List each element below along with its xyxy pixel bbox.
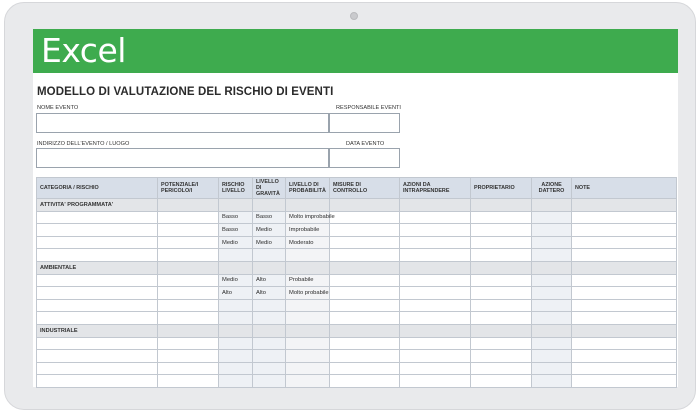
table-cell[interactable]: [471, 375, 532, 388]
column-header[interactable]: AZIONI DA INTRAPRENDERE: [400, 178, 471, 199]
table-row: [37, 299, 677, 312]
table-cell[interactable]: [158, 312, 219, 325]
table-cell[interactable]: [158, 350, 219, 363]
section-cell[interactable]: [253, 324, 286, 337]
table-cell[interactable]: [253, 350, 286, 363]
table-cell[interactable]: [532, 249, 572, 262]
table-cell[interactable]: [37, 299, 158, 312]
column-header[interactable]: MISURE DI CONTROLLO: [330, 178, 400, 199]
section-cell[interactable]: [219, 261, 253, 274]
table-cell[interactable]: [572, 287, 677, 300]
table-cell[interactable]: Alto: [253, 287, 286, 300]
section-label[interactable]: AMBIENTALE: [37, 261, 158, 274]
table-cell[interactable]: [37, 362, 158, 375]
table-cell[interactable]: [330, 362, 400, 375]
column-header[interactable]: LIVELLO DI PROBABILITÀ: [286, 178, 330, 199]
table-cell[interactable]: Medio: [219, 274, 253, 287]
table-cell[interactable]: [572, 224, 677, 237]
app-title: Excel: [41, 31, 126, 70]
column-header[interactable]: CATEGORIA / RISCHIO: [37, 178, 158, 199]
section-cell[interactable]: [286, 199, 330, 212]
table-row: [37, 362, 677, 375]
table-cell[interactable]: [330, 236, 400, 249]
table-cell[interactable]: [330, 211, 400, 224]
table-cell[interactable]: [532, 362, 572, 375]
table-cell[interactable]: [572, 362, 677, 375]
section-cell[interactable]: [286, 261, 330, 274]
section-row: [37, 324, 677, 337]
table-cell[interactable]: [400, 274, 471, 287]
date-field[interactable]: [329, 148, 400, 168]
section-cell[interactable]: [532, 199, 572, 212]
spreadsheet-screen: [33, 29, 678, 387]
table-cell[interactable]: [532, 274, 572, 287]
section-cell[interactable]: [158, 261, 219, 274]
table-cell[interactable]: [330, 350, 400, 363]
table-cell[interactable]: [572, 236, 677, 249]
table-cell[interactable]: [532, 236, 572, 249]
table-cell[interactable]: [532, 211, 572, 224]
section-cell[interactable]: [219, 324, 253, 337]
section-cell[interactable]: [400, 324, 471, 337]
table-cell[interactable]: [286, 375, 330, 388]
table-cell[interactable]: [400, 249, 471, 262]
column-header[interactable]: POTENZIALE/I PERICOLO/I: [158, 178, 219, 199]
table-cell[interactable]: [471, 312, 532, 325]
table-cell[interactable]: [253, 299, 286, 312]
table-cell[interactable]: Molto probabile: [286, 287, 330, 300]
table-cell[interactable]: Basso: [219, 224, 253, 237]
table-cell[interactable]: [471, 337, 532, 350]
table-cell[interactable]: Medio: [253, 236, 286, 249]
table-cell[interactable]: [330, 375, 400, 388]
event-name-label: NOME EVENTO: [37, 105, 79, 111]
section-cell[interactable]: [286, 324, 330, 337]
table-cell[interactable]: [471, 236, 532, 249]
table-cell[interactable]: [219, 299, 253, 312]
table-cell[interactable]: [158, 337, 219, 350]
table-cell[interactable]: [532, 224, 572, 237]
section-cell[interactable]: [532, 261, 572, 274]
table-cell[interactable]: [471, 224, 532, 237]
table-cell[interactable]: [37, 350, 158, 363]
table-row: [37, 350, 677, 363]
table-cell[interactable]: [400, 362, 471, 375]
table-cell[interactable]: [158, 236, 219, 249]
table-cell[interactable]: [471, 350, 532, 363]
table-cell[interactable]: [532, 312, 572, 325]
section-cell[interactable]: [400, 261, 471, 274]
table-cell[interactable]: Basso: [253, 211, 286, 224]
table-cell[interactable]: [532, 350, 572, 363]
section-cell[interactable]: [330, 199, 400, 212]
table-cell[interactable]: [400, 312, 471, 325]
table-cell[interactable]: Improbabile: [286, 224, 330, 237]
table-cell[interactable]: [37, 211, 158, 224]
table-cell[interactable]: [37, 312, 158, 325]
table-row: [37, 224, 677, 237]
table-cell[interactable]: Alto: [253, 274, 286, 287]
table-row: [37, 287, 677, 300]
table-cell[interactable]: [37, 375, 158, 388]
section-cell[interactable]: [572, 324, 677, 337]
table-cell[interactable]: [219, 337, 253, 350]
section-cell[interactable]: [330, 261, 400, 274]
sheet-title: MODELLO DI VALUTAZIONE DEL RISCHIO DI EVENTI: [37, 86, 334, 98]
section-cell[interactable]: [219, 199, 253, 212]
table-cell[interactable]: [572, 337, 677, 350]
table-cell[interactable]: [37, 249, 158, 262]
table-cell[interactable]: [219, 312, 253, 325]
column-header[interactable]: NOTE: [572, 178, 677, 199]
table-row: [37, 312, 677, 325]
table-cell[interactable]: [471, 299, 532, 312]
table-cell[interactable]: [330, 299, 400, 312]
table-cell[interactable]: [253, 337, 286, 350]
table-cell[interactable]: [253, 312, 286, 325]
table-cell[interactable]: [37, 287, 158, 300]
table-cell[interactable]: [286, 312, 330, 325]
section-cell[interactable]: [253, 261, 286, 274]
table-cell[interactable]: [158, 299, 219, 312]
section-cell[interactable]: [330, 324, 400, 337]
table-cell[interactable]: [330, 337, 400, 350]
date-label: DATA EVENTO: [346, 141, 385, 147]
table-body: [37, 199, 677, 388]
table-cell[interactable]: [253, 362, 286, 375]
table-cell[interactable]: Alto: [219, 287, 253, 300]
table-cell[interactable]: [330, 287, 400, 300]
table-cell[interactable]: [286, 350, 330, 363]
section-cell[interactable]: [158, 324, 219, 337]
column-header[interactable]: AZIONE DATTERO: [532, 178, 572, 199]
app-banner: [33, 29, 678, 73]
table-cell[interactable]: [330, 274, 400, 287]
section-cell[interactable]: [253, 199, 286, 212]
table-cell[interactable]: [572, 299, 677, 312]
table-cell[interactable]: Medio: [253, 224, 286, 237]
table-row: [37, 337, 677, 350]
event-name-field[interactable]: [36, 113, 329, 133]
table-cell[interactable]: Molto improbabile: [286, 211, 330, 224]
table-cell[interactable]: [158, 249, 219, 262]
section-cell[interactable]: [572, 199, 677, 212]
table-cell[interactable]: Moderato: [286, 236, 330, 249]
table-cell[interactable]: [471, 211, 532, 224]
table-cell[interactable]: [37, 224, 158, 237]
column-header[interactable]: PROPRIETARIO: [471, 178, 532, 199]
table-cell[interactable]: [158, 224, 219, 237]
section-row: [37, 199, 677, 212]
risk-table: [36, 177, 677, 388]
table-row: [37, 236, 677, 249]
table-cell[interactable]: Basso: [219, 211, 253, 224]
table-row: [37, 375, 677, 388]
table-cell[interactable]: [572, 375, 677, 388]
table-row: [37, 274, 677, 287]
table-cell[interactable]: [158, 362, 219, 375]
address-field[interactable]: [36, 148, 329, 168]
table-cell[interactable]: [572, 249, 677, 262]
column-header[interactable]: RISCHIO LIVELLO: [219, 178, 253, 199]
table-cell[interactable]: [219, 249, 253, 262]
table-cell[interactable]: [400, 224, 471, 237]
table-cell[interactable]: [471, 249, 532, 262]
table-row: [37, 249, 677, 262]
table-cell[interactable]: [572, 312, 677, 325]
table-header: [37, 178, 677, 199]
section-cell[interactable]: [471, 199, 532, 212]
table-cell[interactable]: [330, 249, 400, 262]
table-cell[interactable]: [400, 375, 471, 388]
table-cell[interactable]: [219, 350, 253, 363]
table-cell[interactable]: Probabile: [286, 274, 330, 287]
table-cell[interactable]: [286, 299, 330, 312]
tablet-frame: [4, 2, 696, 410]
table-cell[interactable]: [400, 236, 471, 249]
camera-icon: [350, 12, 358, 20]
table-cell[interactable]: [219, 362, 253, 375]
table-cell[interactable]: [286, 362, 330, 375]
table-cell[interactable]: [532, 299, 572, 312]
table-cell[interactable]: [532, 337, 572, 350]
table-cell[interactable]: [572, 274, 677, 287]
section-label[interactable]: INDUSTRIALE: [37, 324, 158, 337]
section-cell[interactable]: [471, 324, 532, 337]
table-cell[interactable]: [400, 350, 471, 363]
section-cell[interactable]: [572, 261, 677, 274]
column-header[interactable]: LIVELLO DI GRAVITÀ: [253, 178, 286, 199]
table-cell[interactable]: [158, 287, 219, 300]
table-cell[interactable]: [532, 375, 572, 388]
table-cell[interactable]: [253, 375, 286, 388]
table-cell[interactable]: [37, 236, 158, 249]
address-label: INDIRIZZO DELL'EVENTO / LUOGO: [37, 141, 130, 147]
section-label[interactable]: ATTIVITA' PROGRAMMATA': [37, 199, 158, 212]
table-cell[interactable]: [400, 299, 471, 312]
table-cell[interactable]: [286, 249, 330, 262]
table-cell[interactable]: [37, 337, 158, 350]
table-row: [37, 211, 677, 224]
table-cell[interactable]: [400, 211, 471, 224]
table-cell[interactable]: [471, 287, 532, 300]
table-cell[interactable]: [400, 287, 471, 300]
table-cell[interactable]: [286, 337, 330, 350]
table-cell[interactable]: [471, 362, 532, 375]
section-cell[interactable]: [471, 261, 532, 274]
table-cell[interactable]: [572, 350, 677, 363]
table-cell[interactable]: [158, 211, 219, 224]
table-cell[interactable]: [471, 274, 532, 287]
table-cell[interactable]: [158, 274, 219, 287]
owner-label: RESPONSABILE EVENTI: [336, 105, 401, 111]
table-cell[interactable]: [572, 211, 677, 224]
table-cell[interactable]: Medio: [219, 236, 253, 249]
table-cell[interactable]: [400, 337, 471, 350]
section-cell[interactable]: [158, 199, 219, 212]
owner-field[interactable]: [329, 113, 400, 133]
table-cell[interactable]: [330, 312, 400, 325]
table-cell[interactable]: [158, 375, 219, 388]
table-cell[interactable]: [219, 375, 253, 388]
table-cell[interactable]: [253, 249, 286, 262]
section-cell[interactable]: [532, 324, 572, 337]
section-cell[interactable]: [400, 199, 471, 212]
section-row: [37, 261, 677, 274]
table-cell[interactable]: [330, 224, 400, 237]
table-cell[interactable]: [37, 274, 158, 287]
table-cell[interactable]: [532, 287, 572, 300]
